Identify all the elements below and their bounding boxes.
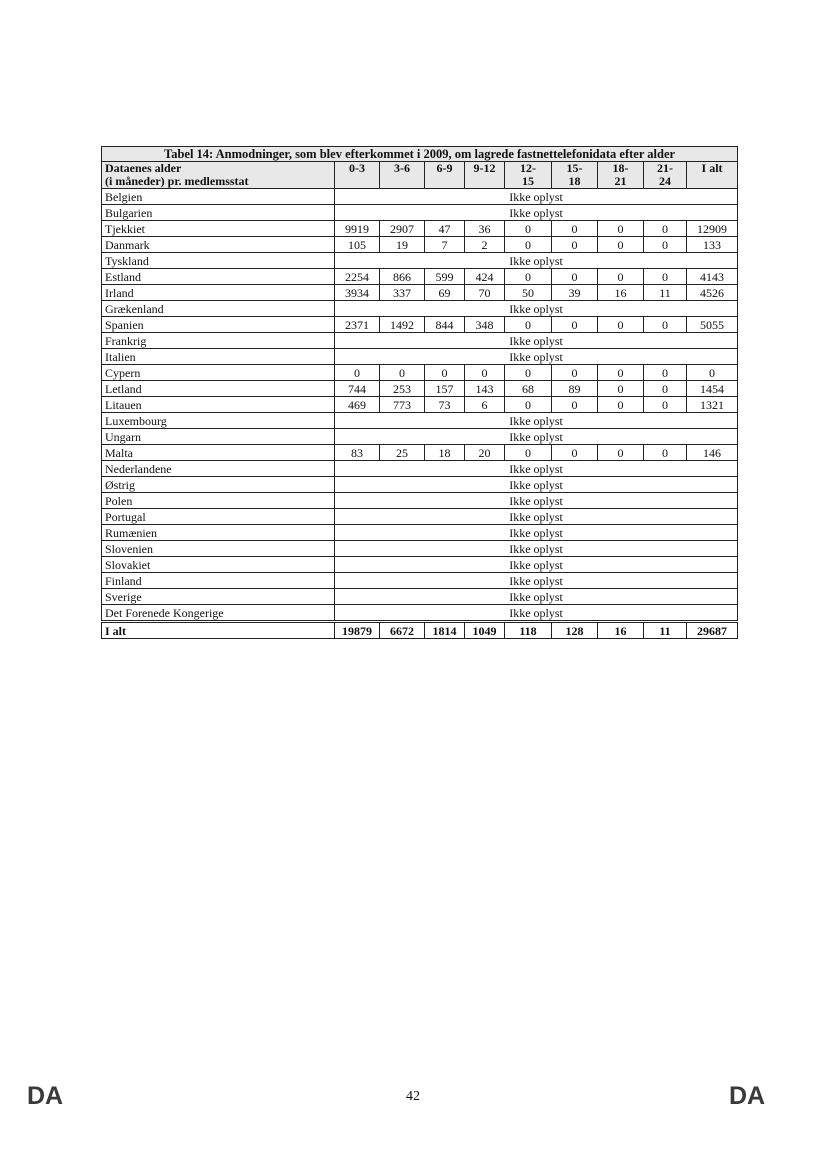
value-cell: 3934 [335,285,380,301]
country-cell: Ungarn [102,429,335,445]
table-row [102,525,738,541]
value-cell: 1321 [687,397,738,413]
total-value-cell: 6672 [380,622,425,639]
table-row [102,461,738,477]
value-cell: 0 [505,317,552,333]
total-value-cell: 11 [644,622,687,639]
country-cell: Sverige [102,589,335,605]
value-cell: 146 [687,445,738,461]
not-reported-cell: Ikke oplyst [335,525,738,541]
age-column-header [335,162,380,189]
not-reported-cell: Ikke oplyst [335,429,738,445]
value-cell: 0 [505,397,552,413]
value-cell: 2254 [335,269,380,285]
value-cell: 0 [425,365,465,381]
not-reported-cell: Ikke oplyst [335,333,738,349]
country-cell: Nederlandene [102,461,335,477]
value-cell: 0 [644,365,687,381]
table-row [102,429,738,445]
value-cell: 348 [465,317,505,333]
header-text [690,175,734,188]
value-cell: 11 [644,285,687,301]
header-text: 12- [520,161,536,175]
header-text: 3-6 [394,161,410,175]
not-reported-cell: Ikke oplyst [335,509,738,525]
age-column-header [687,162,738,189]
header-text: 15 [522,174,534,188]
value-cell: 0 [644,445,687,461]
value-cell: 1454 [687,381,738,397]
value-cell: 19 [380,237,425,253]
header-line-2: (i måneder) pr. medlemsstat [105,174,249,188]
value-cell: 0 [598,237,644,253]
value-cell: 0 [598,397,644,413]
value-cell: 0 [687,365,738,381]
age-column-header [465,162,505,189]
value-cell: 18 [425,445,465,461]
value-cell: 16 [598,285,644,301]
total-value-cell: 118 [505,622,552,639]
value-cell: 25 [380,445,425,461]
age-column-header [644,162,687,189]
table-row [102,397,738,413]
value-cell: 469 [335,397,380,413]
total-row [102,622,738,639]
not-reported-cell: Ikke oplyst [335,253,738,269]
table-row [102,589,738,605]
country-cell: Irland [102,285,335,301]
value-cell: 0 [644,397,687,413]
value-cell: 9919 [335,221,380,237]
table-row [102,381,738,397]
not-reported-cell: Ikke oplyst [335,205,738,221]
value-cell: 6 [465,397,505,413]
total-value-cell: 128 [552,622,598,639]
value-cell: 4526 [687,285,738,301]
header-text: 15- [566,161,583,175]
table-row [102,301,738,317]
country-cell: Tjekkiet [102,221,335,237]
table-row [102,493,738,509]
value-cell: 89 [552,381,598,397]
value-cell: 0 [465,365,505,381]
requests-by-age-table [101,146,738,639]
total-value-cell: 19879 [335,622,380,639]
value-cell: 0 [505,365,552,381]
table-row [102,605,738,622]
value-cell: 866 [380,269,425,285]
table-row [102,477,738,493]
country-cell: Letland [102,381,335,397]
page-number: 42 [406,1089,420,1104]
value-cell: 73 [425,397,465,413]
footer-language-code-right: DA [729,1082,766,1110]
footer-language-code-left: DA [27,1082,64,1110]
value-cell: 1492 [380,317,425,333]
age-column-header [598,162,644,189]
country-cell: Tyskland [102,253,335,269]
country-cell: Polen [102,493,335,509]
value-cell: 36 [465,221,505,237]
value-cell: 12909 [687,221,738,237]
table-row [102,557,738,573]
country-cell: Slovakiet [102,557,335,573]
header-text: I alt [701,161,723,175]
value-cell: 0 [598,445,644,461]
value-cell: 7 [425,237,465,253]
value-cell: 0 [598,381,644,397]
value-cell: 0 [505,445,552,461]
value-cell: 0 [644,269,687,285]
header-text: 6-9 [436,161,453,175]
not-reported-cell: Ikke oplyst [335,493,738,509]
country-cell: Malta [102,445,335,461]
not-reported-cell: Ikke oplyst [335,413,738,429]
value-cell: 133 [687,237,738,253]
value-cell: 83 [335,445,380,461]
table-row [102,365,738,381]
country-cell: Cypern [102,365,335,381]
country-cell: Belgien [102,189,335,205]
value-cell: 0 [598,221,644,237]
value-cell: 0 [335,365,380,381]
country-cell: Rumænien [102,525,335,541]
value-cell: 599 [425,269,465,285]
value-cell: 157 [425,381,465,397]
age-column-header [552,162,598,189]
value-cell: 773 [380,397,425,413]
table-row [102,509,738,525]
country-cell: Østrig [102,477,335,493]
table-row [102,573,738,589]
value-cell: 0 [505,269,552,285]
country-cell: Grækenland [102,301,335,317]
header-text: 18- [612,161,629,175]
total-value-cell: 1814 [425,622,465,639]
value-cell: 0 [598,317,644,333]
table-row [102,413,738,429]
table-row [102,541,738,557]
not-reported-cell: Ikke oplyst [335,541,738,557]
value-cell: 0 [644,221,687,237]
not-reported-cell: Ikke oplyst [335,461,738,477]
value-cell: 0 [552,237,598,253]
table-row [102,285,738,301]
age-column-header [505,162,552,189]
country-cell: Det Forenede Kongerige [102,605,335,622]
not-reported-cell: Ikke oplyst [335,349,738,365]
country-cell: Italien [102,349,335,365]
header-text [383,175,421,188]
value-cell: 70 [465,285,505,301]
table-row [102,253,738,269]
header-line-1: Dataenes alder [105,161,182,176]
country-cell: Finland [102,573,335,589]
header-text: 0-3 [349,161,365,175]
header-text [428,175,461,188]
table-row [102,333,738,349]
value-cell: 2907 [380,221,425,237]
total-value-cell: 16 [598,622,644,639]
value-cell: 0 [505,221,552,237]
value-cell: 337 [380,285,425,301]
table-body [102,189,738,639]
value-cell: 0 [598,365,644,381]
country-cell: Bulgarien [102,205,335,221]
total-label-cell: I alt [102,622,335,639]
value-cell: 744 [335,381,380,397]
country-cell: Spanien [102,317,335,333]
value-cell: 0 [552,365,598,381]
not-reported-cell: Ikke oplyst [335,189,738,205]
value-cell: 0 [644,381,687,397]
value-cell: 0 [505,237,552,253]
value-cell: 844 [425,317,465,333]
table-row [102,205,738,221]
table-row [102,189,738,205]
header-text: 21 [614,174,627,188]
total-value-cell: 1049 [465,622,505,639]
table-row [102,445,738,461]
value-cell: 0 [644,237,687,253]
total-value-cell: 29687 [687,622,738,639]
value-cell: 2 [465,237,505,253]
country-column-header [102,162,335,189]
value-cell: 0 [644,317,687,333]
not-reported-cell: Ikke oplyst [335,605,738,622]
value-cell: 0 [552,269,598,285]
value-cell: 0 [552,397,598,413]
value-cell: 424 [465,269,505,285]
country-cell: Estland [102,269,335,285]
value-cell: 0 [380,365,425,381]
country-cell: Frankrig [102,333,335,349]
column-header-row [102,162,738,189]
country-cell: Danmark [102,237,335,253]
value-cell: 143 [465,381,505,397]
value-cell: 0 [552,317,598,333]
not-reported-cell: Ikke oplyst [335,573,738,589]
age-column-header [425,162,465,189]
value-cell: 2371 [335,317,380,333]
value-cell: 4143 [687,269,738,285]
value-cell: 0 [552,445,598,461]
value-cell: 68 [505,381,552,397]
header-text: 24 [659,174,671,188]
country-cell: Luxembourg [102,413,335,429]
value-cell: 20 [465,445,505,461]
table-row [102,349,738,365]
value-cell: 5055 [687,317,738,333]
value-cell: 47 [425,221,465,237]
table-row [102,317,738,333]
data-table-container [101,146,737,639]
not-reported-cell: Ikke oplyst [335,589,738,605]
not-reported-cell: Ikke oplyst [335,477,738,493]
table-row [102,237,738,253]
value-cell: 69 [425,285,465,301]
table-row [102,221,738,237]
country-cell: Portugal [102,509,335,525]
value-cell: 0 [598,269,644,285]
header-text: 9-12 [473,161,496,175]
table-row [102,269,738,285]
value-cell: 253 [380,381,425,397]
country-cell: Litauen [102,397,335,413]
value-cell: 39 [552,285,598,301]
header-text: 18 [568,174,581,188]
age-column-header [380,162,425,189]
table-title: Tabel 14: Anmodninger, som blev efterkommet i 2009, om lagrede fastnettelefonidata efter alder [102,147,738,162]
value-cell: 0 [552,221,598,237]
header-text [468,175,501,188]
not-reported-cell: Ikke oplyst [335,301,738,317]
header-text: 21- [657,161,673,175]
value-cell: 50 [505,285,552,301]
country-cell: Slovenien [102,541,335,557]
not-reported-cell: Ikke oplyst [335,557,738,573]
header-text [338,175,376,188]
value-cell: 105 [335,237,380,253]
